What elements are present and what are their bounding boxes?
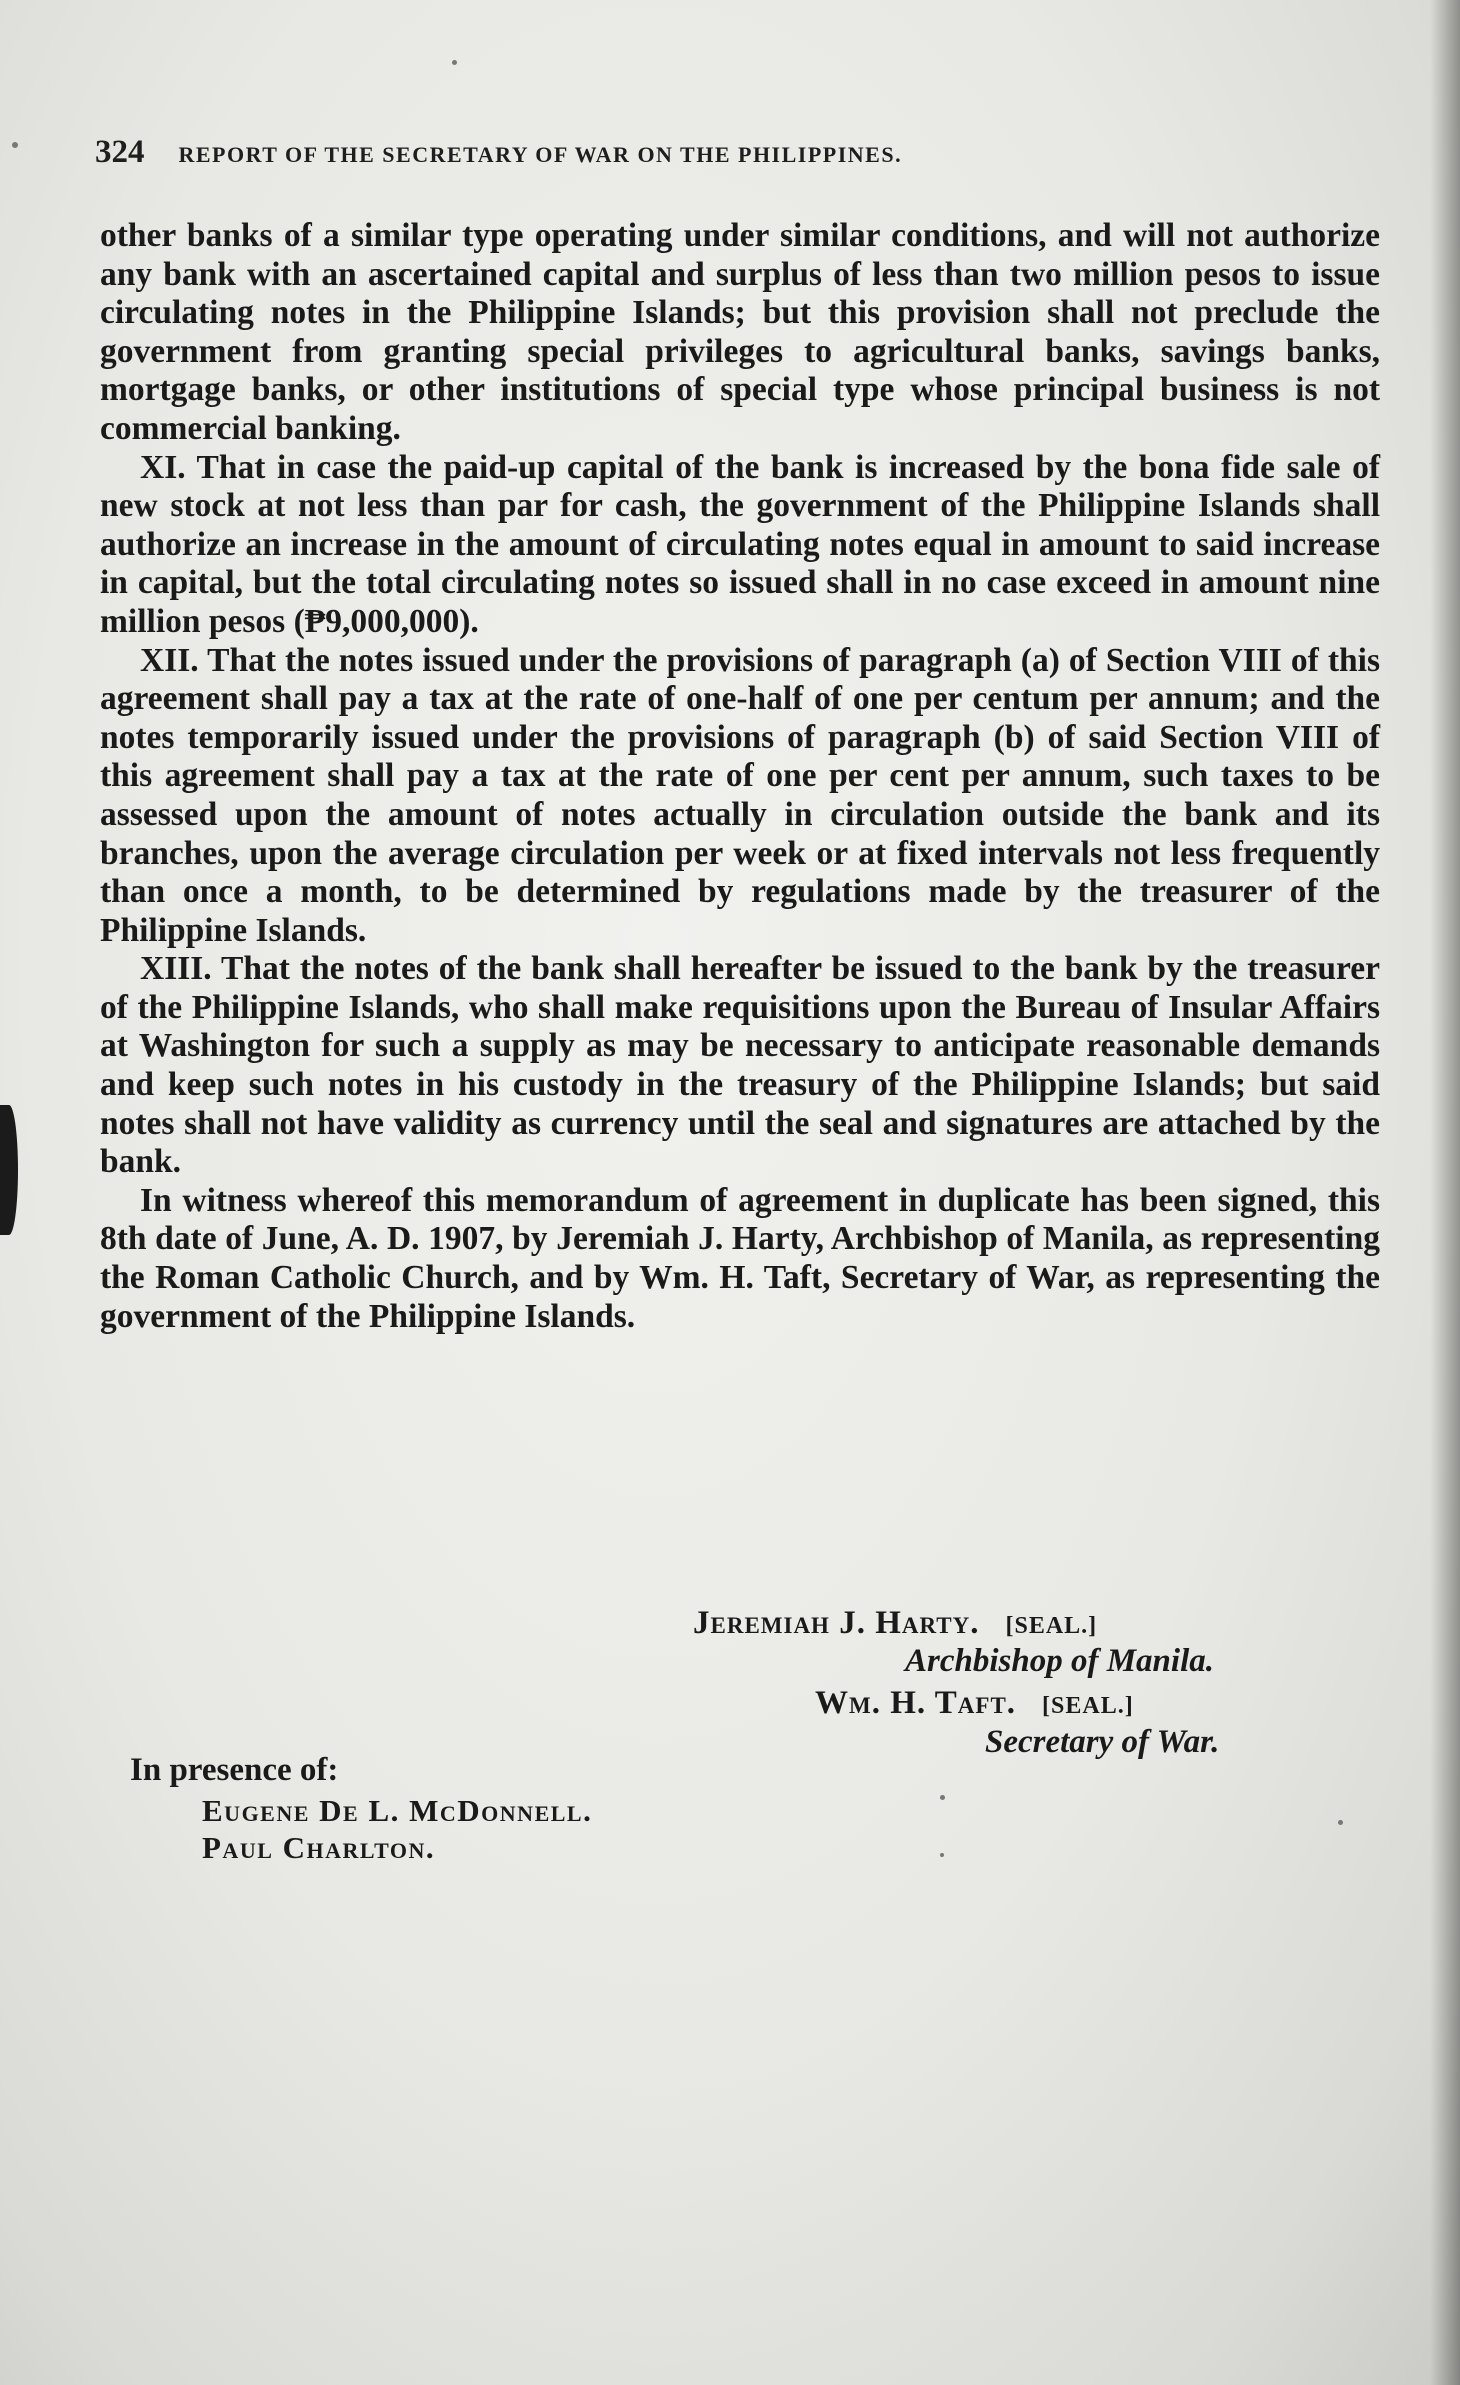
paragraph-xiii: XIII. That the notes of the bank shall hereafter be issued to the bank by the treasurer of the Philippine Islands, who shall make requisitions upon the Bureau of Insular Affairs at Washington for such a supply as may be necessary to anticipate reasonable demands and keep such notes in his custody in the treasury of the Philippine Islands; but said notes shall not have validity as currency until the seal and signatures are attached by the bank. bbox=[100, 950, 1380, 1181]
running-head-title: REPORT OF THE SECRETARY OF WAR ON THE PHILIPPINES. bbox=[178, 142, 903, 167]
seal-mark: [SEAL.] bbox=[1042, 1693, 1134, 1719]
signer-name: Wm. H. Taft. bbox=[815, 1685, 1017, 1721]
signature-harty bbox=[693, 1605, 1097, 1642]
ink-blot bbox=[0, 1105, 18, 1235]
signer-title-harty: Archbishop of Manila. bbox=[905, 1643, 1214, 1679]
speck bbox=[1338, 1820, 1343, 1825]
paragraph-continuation: other banks of a similar type operating under similar conditions, and will not authorize any bank with an ascertained capital and surplus of less than two million pesos to issue circulating notes in the Philippine Islands; but this provision shall not preclude the government from granting special privileges to agricultural banks, savings banks, mortgage banks, or other institutions of special type whose principal business is not commercial banking. bbox=[100, 217, 1380, 447]
presence-label: In presence of: bbox=[130, 1752, 339, 1788]
seal-mark: [SEAL.] bbox=[1005, 1613, 1098, 1639]
body-text bbox=[100, 217, 1380, 1336]
witness-mcdonnell: Eugene De L. McDonnell. bbox=[202, 1793, 593, 1828]
speck bbox=[12, 142, 18, 148]
speck bbox=[940, 1853, 944, 1857]
page-number: 324 bbox=[95, 134, 145, 170]
signer-title-taft: Secretary of War. bbox=[985, 1724, 1220, 1760]
paragraph-xii: XII. That the notes issued under the provisions of paragraph (a) of Section VIII of this agreement shall pay a tax at the rate of one-half of one per centum per annum; and the notes temporarily issued under the provisions of paragraph (b) of said Section VIII of this agreement shall pay a tax at the rate of one per cent per annum, such taxes to be assessed upon the amount of notes actually in circulation outside the bank and its branches, upon the average circulation per week or at fixed intervals not less frequently than once a month, to be determined by regulations made by the treasurer of the Philippine Islands. bbox=[100, 641, 1380, 949]
speck bbox=[940, 1795, 945, 1800]
page-edge-shadow bbox=[1430, 0, 1460, 2385]
signer-name: Jeremiah J. Harty. bbox=[693, 1605, 980, 1641]
signature-taft bbox=[815, 1685, 1134, 1722]
paragraph-witness: In witness whereof this memorandum of agreement in duplicate has been signed, this 8th date of June, A. D. 1907, by Jeremiah J. Harty, Archbishop of Manila, as representing the Roman Catholic Church, and by Wm. H. Taft, Secretary of War, as representing the government of the Philippine Islands. bbox=[100, 1181, 1380, 1335]
running-header bbox=[95, 134, 1325, 171]
speck bbox=[452, 60, 457, 65]
witness-charlton: Paul Charlton. bbox=[202, 1830, 436, 1865]
paragraph-xi: XI. That in case the paid-up capital of the bank is increased by the bona fide sale of new stock at not less than par for cash, the government of the Philippine Islands shall authorize an increase in the amount of circulating notes equal in amount to said increase in capital, but the total circulating notes so issued shall in no case exceed in amount nine million pesos (₱9,000,000). bbox=[100, 448, 1380, 640]
